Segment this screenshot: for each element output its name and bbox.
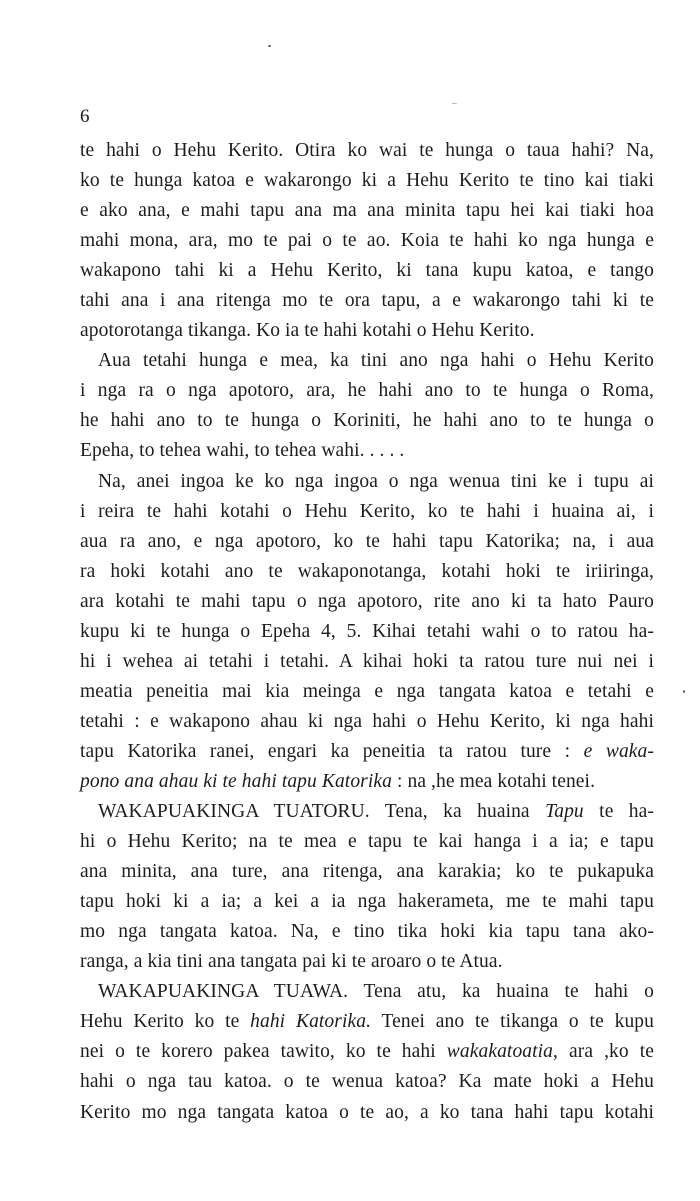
text-line: i nga ra o nga apotoro, ara, he hahi ano to te hunga o Roma, xyxy=(80,380,654,402)
text-line: Epeha, to tehea wahi, to tehea wahi. . . . . xyxy=(80,440,405,462)
italic-segment: wakakatoatia xyxy=(446,1041,554,1063)
text-line: ara kotahi te mahi tapu o nga apotoro, rite ano ki ta hato Pauro xyxy=(80,590,654,612)
line-segment: te ha- xyxy=(599,801,655,823)
text-line: hi o Hehu Kerito; na te mea e tapu te kai hanga i a ia; e tapu xyxy=(80,831,654,853)
text-line xyxy=(80,737,654,767)
text-line: Kerito mo nga tangata katoa o te ao, a ko tana hahi tapu kotahi xyxy=(80,1101,654,1123)
section-heading: WAKAPUAKINGA TUAWA. xyxy=(98,981,349,1003)
italic-segment: Tapu xyxy=(545,801,584,823)
text-line: ra hoki kotahi ano te wakaponotanga, kotahi hoki te iriiringa, xyxy=(80,560,654,582)
text-line: tapu hoki ki a ia; a kei a ia nga hakerameta, me te mahi tapu xyxy=(80,891,654,913)
ink-speck xyxy=(268,45,271,47)
line-segment: Tena, ka huaina xyxy=(384,801,530,823)
italic-segment: hahi Katorika. xyxy=(250,1011,372,1033)
italic-segment: e waka- xyxy=(583,740,655,762)
text-line xyxy=(80,767,654,797)
text-line xyxy=(80,797,654,827)
text-line: meatia peneitia mai kia meinga e nga tangata katoa e tetahi e xyxy=(80,680,654,702)
line-segment: Hehu Kerito ko te xyxy=(80,1011,240,1033)
line-segment: Tenei ano te tikanga o te kupu xyxy=(381,1011,654,1033)
text-line: he hahi ano to te hunga o Koriniti, he hahi ano to te hunga o xyxy=(80,410,654,432)
line-segment: : na ,he mea kotahi tenei. xyxy=(396,770,596,792)
text-line xyxy=(80,977,654,1007)
line-segment: nei o te korero pakea tawito, ko te hahi xyxy=(80,1041,436,1063)
text-line: Aua tetahi hunga e mea, ka tini ano nga hahi o Hehu Kerito xyxy=(98,350,654,372)
text-line: tahi ana i ana ritenga mo te ora tapu, a e wakarongo tahi ki te xyxy=(80,290,654,312)
text-line: mahi mona, ara, mo te pai o te ao. Koia te hahi ko nga hunga e xyxy=(80,230,654,252)
text-line: hi i wehea ai tetahi i tetahi. A kihai hoki ta ratou ture nui nei i xyxy=(80,650,654,672)
page-number: 6 xyxy=(80,106,90,127)
text-line xyxy=(80,1007,654,1037)
ink-speck xyxy=(683,690,685,693)
text-line: e ako ana, e mahi tapu ana ma ana minita tapu hei kai tiaki hoa xyxy=(80,200,654,222)
text-line: Na, anei ingoa ke ko nga ingoa o nga wenua tini ke i tupu ai xyxy=(98,470,654,492)
text-line: wakapono tahi ki a Hehu Kerito, ki tana kupu katoa, e tango xyxy=(80,260,654,282)
text-line: mo nga tangata katoa. Na, e tino tika hoki kia tapu tana ako- xyxy=(80,921,654,943)
body-text xyxy=(80,136,654,1128)
line-segment: , ara ,ko te xyxy=(553,1041,655,1063)
text-line: ko te hunga katoa e wakarongo ki a Hehu Kerito te tino kai tiaki xyxy=(80,170,654,192)
text-line: ana minita, ana ture, ana ritenga, ana karakia; ko te pukapuka xyxy=(80,861,654,883)
line-segment: tapu Katorika ranei, engari ka peneitia ta ratou ture : xyxy=(80,740,571,762)
text-line: i reira te hahi kotahi o Hehu Kerito, ko te hahi i huaina ai, i xyxy=(80,500,654,522)
text-line: ranga, a kia tini ana tangata pai ki te aroaro o te Atua. xyxy=(80,951,503,973)
line-segment: Tena atu, ka huaina te hahi o xyxy=(363,981,654,1003)
text-line: te hahi o Hehu Kerito. Otira ko wai te hunga o taua hahi? Na, xyxy=(80,140,654,161)
section-heading: WAKAPUAKINGA TUATORU. xyxy=(98,801,370,823)
text-line: kupu ki te hunga o Epeha 4, 5. Kihai tetahi wahi o to ratou ha- xyxy=(80,620,654,642)
text-line: apotorotanga tikanga. Ko ia te hahi kotahi o Hehu Kerito. xyxy=(80,320,535,342)
ink-speck xyxy=(452,103,457,104)
text-line: tetahi : e wakapono ahau ki nga hahi o Hehu Kerito, ki nga hahi xyxy=(80,710,654,732)
text-line: hahi o nga tau katoa. o te wenua katoa? Ka mate hoki a Hehu xyxy=(80,1071,654,1093)
text-line: aua ra ano, e nga apotoro, ko te hahi tapu Katorika; na, i aua xyxy=(80,530,654,552)
text-line xyxy=(80,1037,654,1067)
italic-segment: pono ana ahau ki te hahi tapu Katorika xyxy=(80,770,392,792)
